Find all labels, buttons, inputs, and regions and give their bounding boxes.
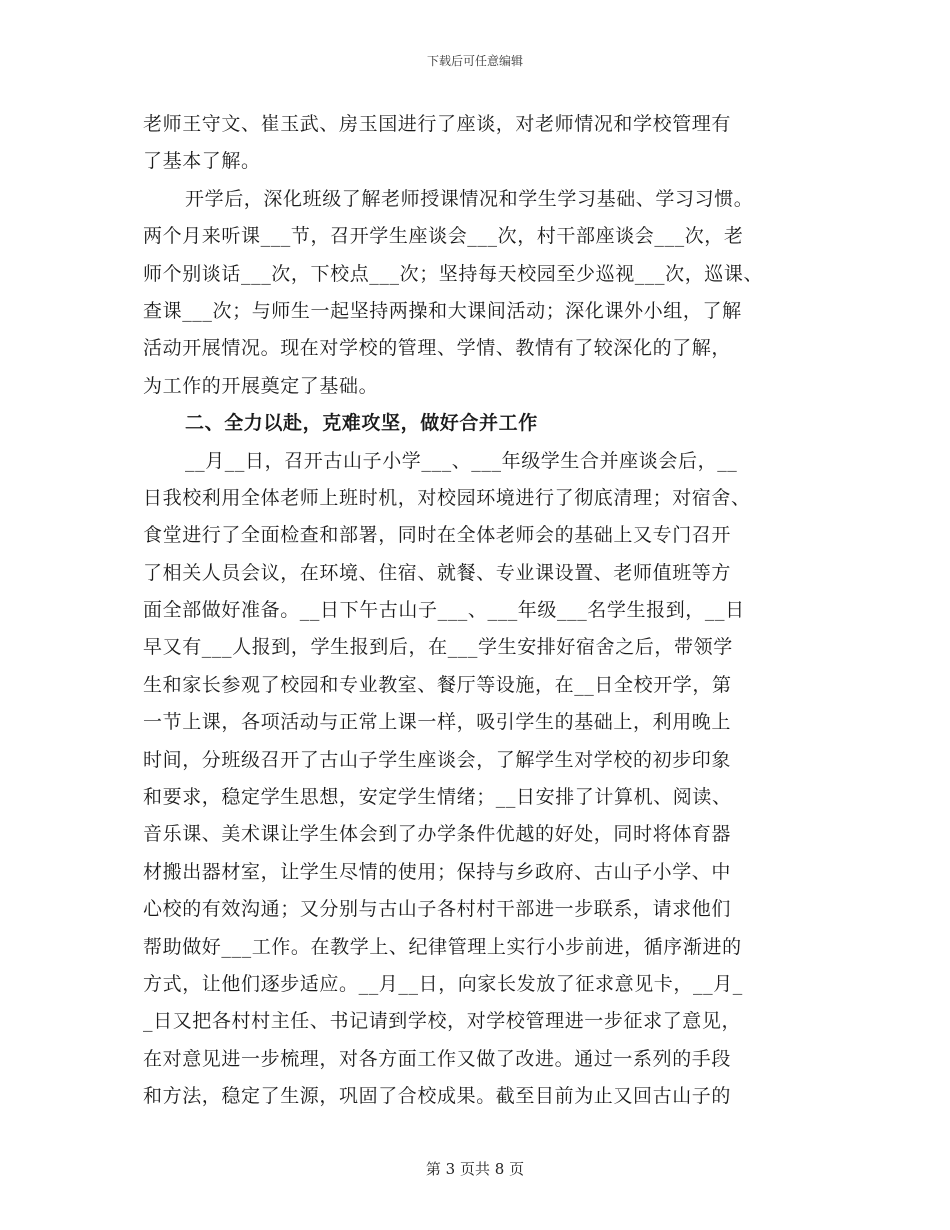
text-line: 活动开展情况。现在对学校的管理、学情、教情有了较深化的了解， <box>143 337 732 360</box>
text-line: 开学后，深化班级了解老师授课情况和学生学习基础、学习习惯。 <box>185 187 754 210</box>
text-line: 在对意见进一步梳理，对各方面工作又做了改进。通过一系列的手段 <box>143 1047 732 1070</box>
text-line: 面全部做好准备。__日下午古山子___、___年级___名学生报到，__日 <box>143 599 745 622</box>
text-line: 查课___次；与师生一起坚持两操和大课间活动；深化课外小组，了解 <box>143 299 742 322</box>
text-line: 心校的有效沟通；又分别与古山子各村村干部进一步联系，请求他们 <box>143 898 732 921</box>
text-line: 生和家长参观了校园和专业教室、餐厅等设施，在__日全校开学，第 <box>143 673 732 696</box>
text-line: 了相关人员会议，在环境、住宿、就餐、专业课设置、老师值班等方 <box>143 561 732 584</box>
document-body <box>143 106 823 1116</box>
text-line: 为工作的开展奠定了基础。 <box>143 374 379 397</box>
page-header: 下载后可任意编辑 <box>426 54 523 68</box>
page-footer: 第 3 页共 8 页 <box>425 1160 525 1178</box>
text-line: 帮助做好___工作。在教学上、纪律管理上实行小步前进，循序渐进的 <box>143 935 742 958</box>
text-line: 师个别谈话___次，下校点___次；坚持每天校园至少巡视___次，巡课、 <box>143 262 764 285</box>
text-line: 两个月来听课___节，召开学生座谈会___次，村干部座谈会___次，老 <box>143 225 744 248</box>
text-line: 和方法，稳定了生源，巩固了合校成果。截至目前为止又回古山子的 <box>143 1085 732 1108</box>
text-line: 材搬出器材室，让学生尽情的使用；保持与乡政府、古山子小学、中 <box>143 860 732 883</box>
text-line: 老师王守文、崔玉武、房玉国进行了座谈，对老师情况和学校管理有 <box>143 113 732 135</box>
text-line: 和要求，稳定学生思想，安定学生情绪；__日安排了计算机、阅读、 <box>143 786 732 809</box>
section-heading: 二、全力以赴，克难攻坚，做好合并工作 <box>185 412 538 435</box>
text-line: 食堂进行了全面检查和部署，同时在全体老师会的基础上又专门召开 <box>143 524 732 547</box>
text-line: 了基本了解。 <box>143 150 261 173</box>
text-line: 一节上课，各项活动与正常上课一样，吸引学生的基础上，利用晚上 <box>143 711 732 734</box>
text-line: 时间，分班级召开了古山子学生座谈会，了解学生对学校的初步印象 <box>143 748 732 771</box>
text-line: 音乐课、美术课让学生体会到了办学条件优越的好处，同时将体育器 <box>143 823 732 846</box>
text-line: 日我校利用全体老师上班时机，对校园环境进行了彻底清理；对宿舍、 <box>143 486 751 509</box>
text-line: __月__日，召开古山子小学___、___年级学生合并座谈会后，__ <box>185 449 738 472</box>
text-line: 早又有___人报到，学生报到后，在___学生安排好宿舍之后，带领学 <box>143 636 733 659</box>
text-line: 方式，让他们逐步适应。__月__日，向家长发放了征求意见卡，__月_ <box>143 972 743 995</box>
text-line: _日又把各村村主任、书记请到学校，对学校管理进一步征求了意见， <box>143 1010 742 1033</box>
